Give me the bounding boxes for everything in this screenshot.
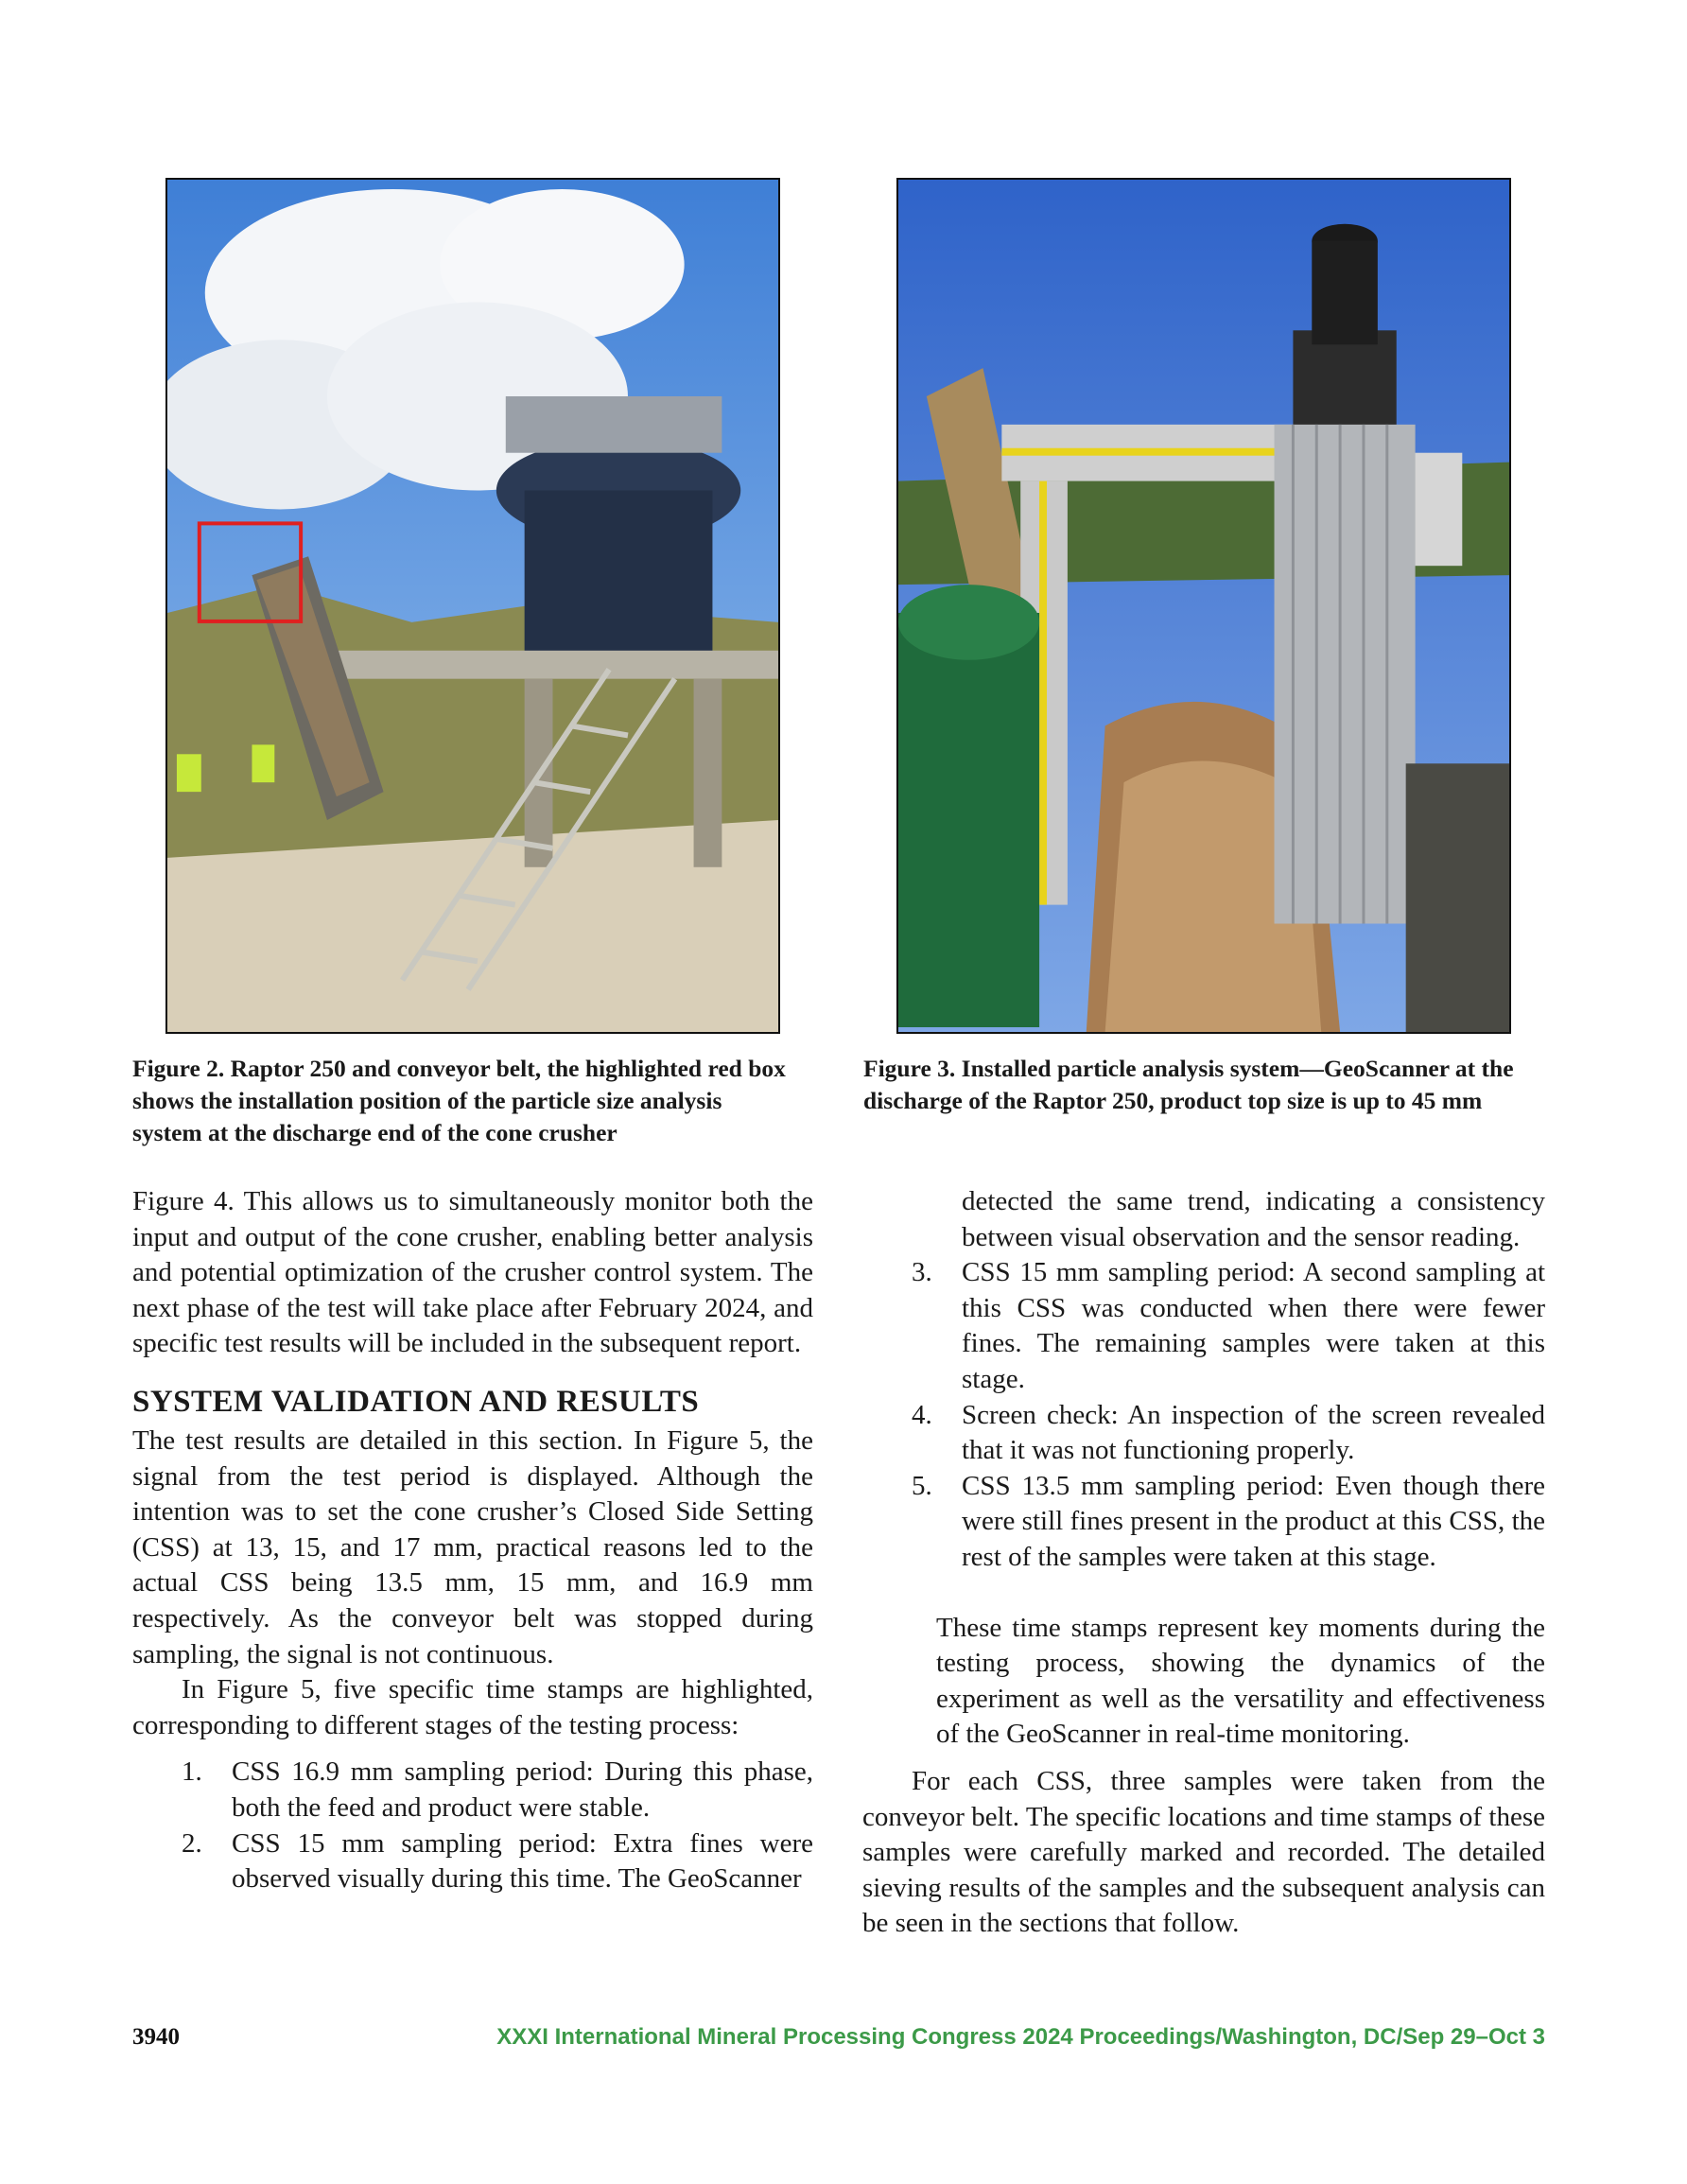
figure-2-caption: Figure 2. Raptor 250 and conveyor belt, the highlighted red box shows the installation position of the particle size analysis system at the discharge end of the cone crusher <box>132 1055 786 1146</box>
list-item-number: 1. <box>182 1756 202 1788</box>
crusher-plant-image <box>167 180 778 1032</box>
list-item <box>862 1255 1545 1397</box>
left-column <box>132 1184 813 1897</box>
timestamp-list-part-2 <box>862 1255 1545 1575</box>
list-item-number: 5. <box>912 1470 932 1501</box>
list-item-number: 2. <box>182 1827 202 1859</box>
figure-2-photo <box>165 178 780 1034</box>
right-column <box>862 1184 1545 1942</box>
running-footer: XXXI International Mineral Processing Congress 2024 Proceedings/Washington, DC/Sep 29–Oct 3 <box>496 2024 1545 2050</box>
figure-3-photo <box>896 178 1511 1034</box>
list-item-text: CSS 15 mm sampling period: Extra fines were observed visually during this time. The GeoScanner <box>232 1827 813 1895</box>
section-heading: SYSTEM VALIDATION AND RESULTS <box>132 1384 700 1419</box>
list-item-number: 3. <box>912 1257 932 1288</box>
list-item-text: Screen check: An inspection of the screen revealed that it was not functioning properly. <box>962 1399 1545 1466</box>
list-item-number: 4. <box>912 1399 932 1430</box>
list-item <box>862 1398 1545 1469</box>
list-item <box>862 1469 1545 1576</box>
geoscanner-image <box>898 180 1509 1032</box>
figure-3-caption: Figure 3. Installed particle analysis system—GeoScanner at the discharge of the Raptor 250, product top size is up to 45 mm <box>863 1055 1514 1114</box>
list-item-text: CSS 13.5 mm sampling period: Even though there were still fines present in the product at this CSS, the rest of the samples were taken at this stage. <box>962 1470 1545 1572</box>
timestamps-summary-paragraph: These time stamps represent key moments during the testing process, showing the dynamics of the experiment as well as the versatility and effectiveness of the GeoScanner in real-time monitoring. <box>936 1612 1545 1750</box>
paragraph-spacer <box>862 1576 1545 1611</box>
page-number: 3940 <box>132 2024 180 2050</box>
timestamp-list-part-1 <box>132 1755 813 1896</box>
list-continuation: detected the same trend, indicating a consistency between visual observation and the sensor reading. <box>962 1186 1545 1252</box>
list-item <box>132 1826 813 1897</box>
sampling-paragraph: For each CSS, three samples were taken from the conveyor belt. The specific locations and time stamps of these samples were carefully marked and recorded. The detailed sieving results of the samples and the subsequent analysis can be seen in the sections that follow. <box>862 1765 1545 1939</box>
list-item-text: CSS 16.9 mm sampling period: During this phase, both the feed and product were stable. <box>232 1756 813 1823</box>
list-item <box>132 1755 813 1826</box>
results-paragraph-2: In Figure 5, five specific time stamps are highlighted, corresponding to different stages of the testing process: <box>132 1674 813 1740</box>
intro-paragraph: Figure 4. This allows us to simultaneously monitor both the input and output of the cone crusher, enabling better analysis and potential optimization of the crusher control system. The next phase of the test will take place after February 2024, and specific test results will be included in the subsequent report. <box>132 1186 813 1359</box>
list-item-text: CSS 15 mm sampling period: A second sampling at this CSS was conducted when there were fewer fines. The remaining samples were taken at this stage. <box>962 1257 1545 1394</box>
results-paragraph-1: The test results are detailed in this section. In Figure 5, the signal from the test period is displayed. Although the intention was to set the cone crusher’s Closed Side Setting (CSS) at 13, 15, and 17 mm, practical reasons led to the actual CSS being 13.5 mm, 15 mm, and 16.9 mm respectively. As the conveyor belt was stopped during sampling, the signal is not continuous. <box>132 1424 813 1669</box>
